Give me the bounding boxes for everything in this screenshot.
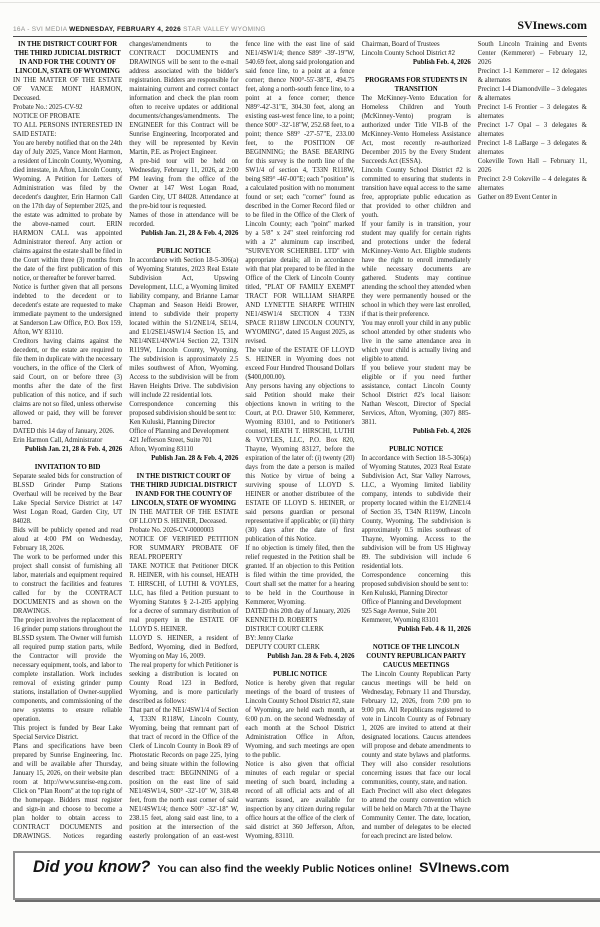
- notice-paragraph: You may enroll your child in any public school attended by other students who live in the same attendance area in which your child is actually living and eligible to attend.: [361, 320, 471, 363]
- notice-heading: IN THE DISTRICT COURT OF THE THIRD JUDICIAL DISTRICT: [130, 473, 238, 489]
- notice-paragraph: DATED this 20th day of January, 2026: [245, 608, 351, 615]
- notice-heading: NOTICE OF THE LINCOLN COUNTY REPUBLICAN PARTY CAUCUS MEETINGS: [366, 644, 467, 669]
- notice-paragraph: Notice is also given that official minutes of each regular or special meeting of such board, including a record of all official acts and of all warrants issued, are available for inspection by any citizen during regular office hours at the office of the clerk of said district at 360 Jefferson, Afton, Wyoming, 83110.: [245, 761, 355, 840]
- notices-columns: [13, 40, 587, 841]
- notice-heading: IN THE DISTRICT COURT FOR THE THIRD JUDICIAL DISTRICT: [14, 41, 121, 57]
- notice-paragraph: Afton, Wyoming 83110: [129, 446, 194, 453]
- notice-paragraph: Gather on 89 Event Center in: [477, 194, 557, 201]
- page-header: [13, 18, 587, 37]
- page-label: 16A - SVI MEDIA: [13, 26, 67, 33]
- notice-paragraph: The real property for which Petitioner is seeking a distribution is located on County Road 123 in Bedford, Wyoming, and is more particularly described as follows:: [129, 662, 239, 705]
- notice-paragraph: Erin Harmon Call, Administrator: [13, 437, 103, 444]
- notice-paragraph: Precinct 1-6 Frontier – 3 delegates & alternates: [477, 104, 587, 120]
- header-folio: [13, 26, 266, 33]
- notice-paragraph: Precinct 1-4 Diamondville – 3 delegates & alternates: [477, 86, 587, 102]
- notice-heading: PUBLIC NOTICE: [156, 248, 211, 255]
- banner-site-link[interactable]: SVInews.com: [419, 859, 510, 875]
- notice-paragraph: KENNETH D. ROBERTS: [245, 617, 318, 624]
- notice-paragraph: Notice is further given that all persons indebted to the decedent or to decedent's estate are requested to make immediate payment to the undersigned at Sanderson Law Office, P.O. Box 159, Afton, WY 83110.: [13, 284, 123, 336]
- notice-paragraph: Cokeville Town Hall – February 11, 2026: [477, 158, 587, 174]
- notice-students-in-transition: [362, 76, 471, 436]
- notice-heading: INVITATION TO BID: [34, 464, 101, 471]
- banner-text: You can also find the weekly Public Notices online!: [157, 863, 413, 875]
- publish-line: Publish Jan. 21, 28 & Feb. 4, 2026: [141, 230, 239, 237]
- notice-paragraph: In accordance with Section 18-5-306(a) of Wyoming Statutes, 2023 Real Estate Subdivision Act, Upswing Development, LLC, a Wyoming limited liability company, and Brianne Lamar Chapman and Season Heidi Brower, intend to subdivide their property located within the S1/2NE1/4, SE1/4, and E1/2SE1/4SW1/4 Section 15, and NE1/4NE1/4NW1/4 Section 22, T31N R119W, Lincoln County, Wyoming. The subdivision is approximately 2.5 miles southwest of Afton, Wyoming. Access to the subdivision will be from Haven Heights Drive. The subdivision will include 22 residential lots.: [129, 257, 239, 399]
- notice-paragraph: Creditors having claims against the decedent, or the estate are required to file them in duplicate with the necessary vouchers, in the office of the Clerk of said Court, on or before three (3) months after the date of the first publication of this notice, and if such claims are not so filed, unless otherwise allowed or paid, they will be forever barred.: [13, 338, 123, 426]
- banner-prefix: Did you know?: [33, 858, 151, 876]
- notice-paragraph: If no objection is timely filed, then the relief requested in the Petition shall be granted. If an objection to this Petition is filed within the time provided, the Court shall set the matter for a hearing to be held in the Courthouse in Kemmerer, Wyoming.: [245, 545, 355, 606]
- notice-paragraph: If your family is in transition, your student may qualify for certain rights and protections under the federal McKinney-Vento Act. Eligible students have the right to enroll immediately while necessary documents are gathered. Students may continue attending the school they attended when they were permanently housed or the school in which they were last enrolled, if that is their preference.: [361, 221, 471, 318]
- notice-paragraph: IN THE MATTER OF THE ESTATE OF VANCE MONT HARMON, Deceased.: [13, 77, 123, 102]
- notice-paragraph: This project is funded by Bear Lake Special Service District.: [13, 725, 123, 741]
- masthead-site: SVInews.com: [517, 18, 587, 32]
- notice-paragraph: In accordance with Section 18-5-306(a) of Wyoming Statutes, 2023 Real Estate Subdivision Act, Star Valley Narrows, LLC, a Wyoming limited liability company, intends to subdivide their property located within the E1/2NE1/4 of Section 35, T34N R119W, Lincoln County, Wyoming. The subdivision is approximately 0.5 miles southeast of Thayne, Wyoming. Access to the subdivision will be from US Highway 89. The subdivision will include 6 residential lots.: [361, 455, 471, 570]
- notice-harmon-probate: [13, 40, 122, 454]
- notice-paragraph: The work to be performed under this project shall consist of furnishing all labor, materials and equipment required to construct the facilities and features called for by the CONTRACT DOCUMENTS and as shown on the DRAWINGS.: [13, 554, 123, 615]
- notice-paragraph: If you believe your student may be eligible or if you need further assistance, contact Lincoln County School District #2's local liaison: Nathan Wescott, Director of Special Services, Afton, Wyoming, (307) 885-3811.: [361, 365, 471, 426]
- notice-public-notice-upswing: [129, 247, 238, 463]
- notice-paragraph: Office of Planning and Development: [129, 428, 229, 435]
- notice-paragraph: Precinct 1-7 Opal – 3 delegates & alternates: [477, 122, 587, 138]
- page-top-rule: [0, 2, 600, 3]
- publish-line: Publish Feb. 4, 2026: [412, 428, 471, 435]
- notice-paragraph: IN THE MATTER OF THE ESTATE OF LLOYD S. HEINER, Deceased.: [129, 509, 239, 525]
- publish-line: Publish Jan. 21, 28 & Feb. 4, 2026: [24, 446, 123, 453]
- header-location: STAR VALLEY WYOMING: [183, 26, 266, 33]
- notice-paragraph: Notice is hereby given that regular meetings of the board of trustees of Lincoln County School District #2, state of Wyoming, are held each month, at 6:00 p.m. on the second Wednesday of each month at the School District Administration Office in Afton, Wyoming, and such meetings are open to the public.: [245, 680, 355, 759]
- notice-paragraph: NOTICE OF VERIFIED PETITION FOR SUMMARY PROBATE OF REAL PROPERTY: [129, 536, 239, 561]
- notice-paragraph: Any persons having any objections to said Petition should make their objections known in writing to the Court, at P.O. Drawer 510, Kemmerer, Wyoming 83101, and to Petitioner's counsel, HEATH T. HIRSCHI, LUTHI & VOYLES, LLC, P.O. Box 820, Thayne, Wyoming 83127, before the expiration of the later of: (i) twenty (20) days from the date a person is mailed this Notice by virtue of being a surviving spouse of LLOYD S. HEINER or another distributee of the ESTATE OF LLOYD S. HEINER, or said persons guardian or personal representative if applicable; or (ii) thirty (30) days after the date of first publication of this Notice.: [245, 383, 355, 543]
- notice-paragraph: Correspondence concerning this proposed subdivision should be sent to:: [129, 401, 239, 417]
- public-notices-online-banner: [13, 851, 600, 900]
- notice-paragraph: DEPUTY COURT CLERK: [245, 644, 320, 651]
- notice-heading: IN AND FOR THE COUNTY OF LINCOLN, STATE OF WYOMING: [131, 491, 237, 507]
- notice-paragraph: That part of the NE1/4SW1/4 of Section 4, T33N R118W, Lincoln County, Wyoming, being that remnant part of that tract of record in the Office of the Clerk of Lincoln County in Book 89 of Photostatic Records on page 225, lying and being situate within the following described tract: BEGINNING of a position on the east line of said NE1/4SW1/4, S00° -32'-10" W, 318.48 feet, from the north east corner of said NE1/4SW1/4; thence S00° -32'-18" W, 238.15 feet, along said east line, to a position at the intersection of the easterly prolongation of an east-west fence line with the east line of said NE1/4SW1/4; thence S89° -39'-19"W, 540.69 feet, along said prolongation and said fence line, to a point at a fence corner; thence N00°-55'-38"E, 494.75 feet, along a north-south fence line, to a point at a fence corner; thence N89°-42'-31"E, 304.30 feet, along an existing east-west fence line, to a point; thence S00° -32'-18"W, 252.68 feet, to a point; thence S89° -27'-57"E, 233.00 feet, to the POSITION OF BEGINNING; the BASE BEARING for this survey is the north line of the SW1/4 of section 4, T33N R118W, being S89° -46'-00"E; each "position" is a calculated position with no monument found or set; each "corner" found as described in the Corner Record filed or to be filed in the Office of the Clerk of Lincoln County; each "point" marked by a 5/8" x 24" steel reinforcing rod with a 2" aluminum cap inscribed, "SURVEYOR SCHERBEL LTD" with appropriate details; all in accordance with that plat prepared to be filed in the Office of the Clerk of Lincoln County titled, "PLAT OF FAMILY EXEMPT TRACT FOR WILLIAM SHARPE AND LYNETTE SHARPE WITHIN NE1/4SW1/4 SECTION 4 T33N SPACE R118W LINCOLN COUNTY, WYOMING", dated 15 August 2025, as revised.: [129, 41, 355, 840]
- publish-line: Publish Jan. 28 & Feb. 4, 2026: [151, 455, 239, 462]
- notice-paragraph: You are hereby notified that on the 24th day of July 2025, Vance Mont Harmon, a resident of Lincoln County, Wyoming, died intestate, in Afton, Lincoln County, Wyoming. A Petition for Letters of Administration was filed by the decedent's daughter, Erin Harmon Call on the 17th day of September 2025, and the estate was admitted to probate by the above-named court. ERIN HARMON CALL was appointed Administrator thereof. Any action or claims against the estate shall be filed in the Court within three (3) months from the date of the first publication of this notice, or thereafter be forever barred.: [13, 140, 123, 282]
- notice-paragraph: Plans and specifications have been prepared by Sunrise Engineering, Inc. and will be available after Thursday, January 15, 2026, on their website plan room at http://www.sunrise-eng.com. Click on "Plan Room" at the top right of the homepage. Bidders must register and sign-in and choose to become a plan holder to obtain access to CONTRACT DOCUMENTS and DRAWINGS. Notices regarding changes/amendments to the CONTRACT DOCUMENTS and DRAWINGS will be sent to the e-mail address associated with the bidder's registration. Bidders are responsible for maintaining current and correct contact information and check the plan room often to receive updates or additional documents/changes/amendments. The ENGINEER for this Contract will be Sunrise Engineering, Incorporated and they will be represented by Kevin Martin, P.E. as Project Engineer.: [13, 41, 239, 840]
- notice-paragraph: The value of the ESTATE OF LLOYD S. HEINER in Wyoming does not exceed Four Hundred Thousand Dollars ($400,000.00).: [245, 347, 355, 381]
- notice-heading: PUBLIC NOTICE: [389, 446, 444, 453]
- notice-paragraph: DISTRICT COURT CLERK: [245, 626, 324, 633]
- notice-paragraph: TAKE NOTICE that Petitioner DICK R. HEINER, with his counsel, HEATH T. HIRSCHI, of LUTHI & VOYLES, LLC, has filed a Petition pursuant to Wyoming Statutes § 2-1-205 applying for a decree of summary distribution of real property in the ESTATE OF LLOYD S. HEINER.: [129, 563, 239, 633]
- notice-heading: PUBLIC NOTICE: [272, 671, 327, 678]
- notice-paragraph: Ken Kuluski, Planning Director: [129, 419, 216, 426]
- notice-paragraph: Probate No. 2026-CV-0000003: [129, 527, 214, 534]
- notice-paragraph: Precinct 1-8 LaBarge – 3 delegates & alternates: [477, 140, 587, 156]
- notice-paragraph: Kemmerer, Wyoming 83101: [361, 617, 439, 624]
- notice-paragraph: The McKinney-Vento Education for Homeless Children and Youth (McKinney-Vento) program is authorized under Title VII-B of the McKinney-Vento Homeless Assistance Act, most recently re-authorized December 2015 by the Every Student Succeeds Act (ESSA).: [361, 95, 471, 165]
- notice-paragraph: Lincoln County School District #2 is committed to ensuring that students in transition have equal access to the same free, appropriate public education as that provided to other children and youth.: [361, 167, 471, 219]
- notice-paragraph: A pre-bid tour will be held on Wednesday, February 11, 2026, at 2:00 PM leaving from the office of the Owner at 147 West Logan Road, Garden City, UT 84028. Attendance at the pre-bid tour is requested.: [129, 158, 239, 210]
- notice-paragraph: Precinct 1-1 Kemmerer – 12 delegates & alternates: [477, 68, 587, 84]
- notice-paragraph: The Lincoln County Republican Party caucus meetings will be held on Wednesday, February 11 and Thursday, February 12, 2026, from 7:00 pm to 9:00 pm. All Republicans registered to vote in Lincoln County as of February 1, 2026 are invited to attend at their designated locations. Caucus attendees will propose and debate amendments to county and state bylaws and platforms. They will also consider resolutions concerning issues that face our local communities, county, state, and nation.: [361, 671, 471, 786]
- notice-paragraph: Names of those in attendance will be recorded.: [129, 212, 239, 228]
- publish-line: Publish Feb. 4, 2026: [412, 59, 471, 66]
- notice-public-notice-star-valley-narrows: [362, 445, 471, 634]
- notice-paragraph: DATED this 14 day of January, 2026.: [13, 428, 115, 435]
- header-date: WEDNESDAY, FEBRUARY 4, 2026: [69, 26, 182, 33]
- notice-paragraph: Bids will be publicly opened and read aloud at 4:00 PM on Wednesday, February 18, 2026.: [13, 527, 123, 552]
- notice-paragraph: Lincoln County School District #2: [361, 50, 455, 57]
- notice-paragraph: South Lincoln Training and Events Center (Kemmerer) – February 12, 2026: [477, 41, 587, 66]
- notice-paragraph: Probate No.: 2025-CV-92: [13, 104, 83, 111]
- notice-paragraph: BY: Jenny Clarke: [245, 635, 294, 642]
- publish-line: Publish Feb. 4 & 11, 2026: [397, 626, 471, 633]
- notice-paragraph: Ken Kuluski, Planning Director: [361, 590, 448, 597]
- notice-heading: PROGRAMS FOR STUDENTS IN TRANSITION: [365, 77, 468, 93]
- notice-heading: IN AND FOR THE COUNTY OF LINCOLN, STATE OF WYOMING: [15, 59, 120, 75]
- notice-paragraph: Chairman, Board of Trustees: [361, 41, 440, 48]
- notice-paragraph: LLOYD S. HEINER, a resident of Bedford, Wyoming, died in Bedford, Wyoming on May 16, 2009.: [129, 635, 239, 660]
- notice-paragraph: Each Precinct will also elect delegates to attend the county convention which will be held on March 7th at the Thayne Community Center. The date, location, and number of delegates to be elected for each precinct are listed below.: [361, 788, 471, 840]
- publish-line: Publish Jan. 28 & Feb. 4, 2026: [267, 653, 355, 660]
- notice-paragraph: Separate sealed bids for construction of BLSSD Grinder Pump Stations Overhaul will be received by the Bear Lake Special Service District at 147 West Logan Road, Garden City, UT 84028.: [13, 473, 123, 525]
- notice-paragraph: 421 Jefferson Street, Suite 701: [129, 437, 213, 444]
- notice-paragraph: NOTICE OF PROBATE: [13, 113, 80, 120]
- notice-paragraph: TO ALL PERSONS INTERESTED IN SAID ESTATE:: [13, 122, 123, 138]
- notice-paragraph: Precinct 2-9 Cokeville – 4 delegates & alternates: [477, 176, 587, 192]
- notice-paragraph: The project involves the replacement of 16 grinder pump stations throughout the BLSSD system. The Owner will furnish all required pump station parts, while the Contractor will provide the necessary equipment, tools, and labor to complete installation. Work includes removal of existing grinder pump stations, installation of Owner-supplied components, and commissioning of the new systems to ensure reliable operation.: [13, 617, 123, 723]
- notice-paragraph: Correspondence concerning this proposed subdivision should be sent to:: [361, 572, 471, 588]
- notice-paragraph: 925 Sage Avenue, Suite 201: [361, 608, 438, 615]
- notice-paragraph: Office of Planning and Development: [361, 599, 462, 606]
